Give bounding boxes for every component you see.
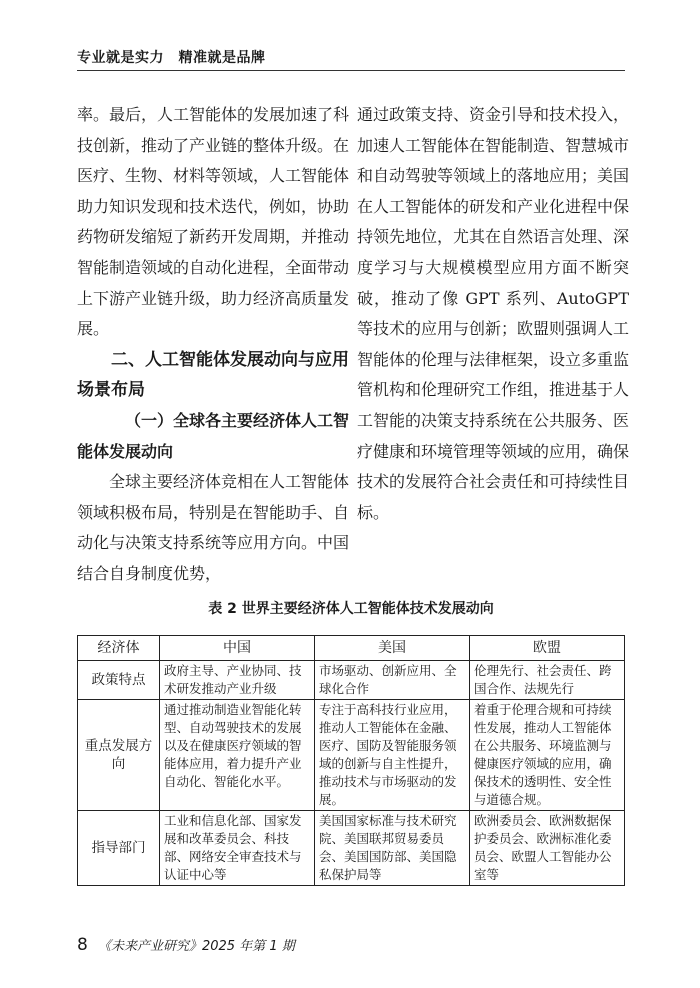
row-header: 政策特点 — [78, 661, 160, 700]
table-cell: 着重于伦理合规和可持续性发展，推动人工智能体在公共服务、环境监测与健康医疗领域的应用，确保技术的透明性、安全性与道德合规。 — [469, 700, 624, 811]
table-row — [78, 661, 625, 700]
table-cell: 市场驱动、创新应用、全球化合作 — [315, 661, 470, 700]
journal-citation: 《未来产业研究》2025 年第 1 期 — [97, 939, 295, 954]
body-paragraph: 通过政策支持、资金引导和技术投入，加速人工智能体在智能制造、智慧城市和自动驾驶等领域上的落地应用；美国在人工智能体的研发和产业化进程中保持领先地位，尤其在自然语言处理、深度学习与大规模模型应用方面不断突破，推动了像 GPT 系列、AutoGPT 等技术的应用与创新；欧盟则强调人工智能体的伦理与法律框架，设立多重监管机构和伦理研究工作组，推进基于人工智能的决策支持系统在公共服务、医疗健康和环境管理等领域的应用，确保技术的发展符合社会责任和可持续性目标。 — [357, 105, 630, 522]
header-rule — [77, 70, 625, 71]
table-cell: 通过推动制造业智能化转型、自动驾驶技术的发展以及在健康医疗领域的智能体应用，着力提升产业自动化、智能化水平。 — [160, 700, 315, 811]
column-header: 中国 — [160, 636, 315, 661]
table-cell: 政府主导、产业协同、技术研发推动产业升级 — [160, 661, 315, 700]
row-header: 指导部门 — [78, 811, 160, 886]
table-cell: 专注于高科技行业应用，推动人工智能体在金融、医疗、国防及智能服务领域的创新与自主性提升，推动技术与市场驱动的发展。 — [315, 700, 470, 811]
table-cell: 伦理先行、社会责任、跨国合作、法规先行 — [469, 661, 624, 700]
table-header-row — [78, 636, 625, 661]
table-cell: 欧洲委员会、欧洲数据保护委员会、欧洲标准化委员会、欧盟人工智能办公室等 — [469, 811, 624, 886]
subsection-heading: （一）全球各主要经济体人工智能体发展动向 — [77, 410, 350, 461]
column-header: 经济体 — [78, 636, 160, 661]
body-paragraph: 率。最后，人工智能体的发展加速了科技创新，推动了产业链的整体升级。在医疗、生物、材料等领域，人工智能体助力知识发现和技术迭代，例如，协助药物研发缩短了新药开发周期，并推动智能制造领域的自动化进程，全面带动上下游产业链升级，助力经济高质量发展。 — [77, 105, 350, 339]
economies-comparison-table — [77, 635, 625, 886]
column-header: 欧盟 — [469, 636, 624, 661]
left-column — [77, 100, 349, 590]
table-row — [78, 700, 625, 811]
body-paragraph: 全球主要经济体竞相在人工智能体领域积极布局，特别是在智能助手、自动化与决策支持系统等应用方向。中国结合自身制度优势， — [77, 472, 350, 583]
table-cell: 美国国家标准与技术研究院、美国联邦贸易委员会、美国国防部、美国隐私保护局等 — [315, 811, 470, 886]
row-header: 重点发展方向 — [78, 700, 160, 811]
column-header: 美国 — [315, 636, 470, 661]
table-cell: 工业和信息化部、国家发展和改革委员会、科技部、网络安全审查技术与认证中心等 — [160, 811, 315, 886]
page-footer — [77, 935, 295, 955]
running-header: 专业就是实力 精准就是品牌 — [77, 50, 266, 66]
page-number: 8 — [77, 935, 88, 955]
right-column — [357, 100, 629, 528]
section-heading: 二、人工智能体发展动向与应用场景布局 — [77, 349, 349, 401]
table-row — [78, 811, 625, 886]
table-title: 表 2 世界主要经济体人工智能体技术发展动向 — [208, 601, 494, 617]
